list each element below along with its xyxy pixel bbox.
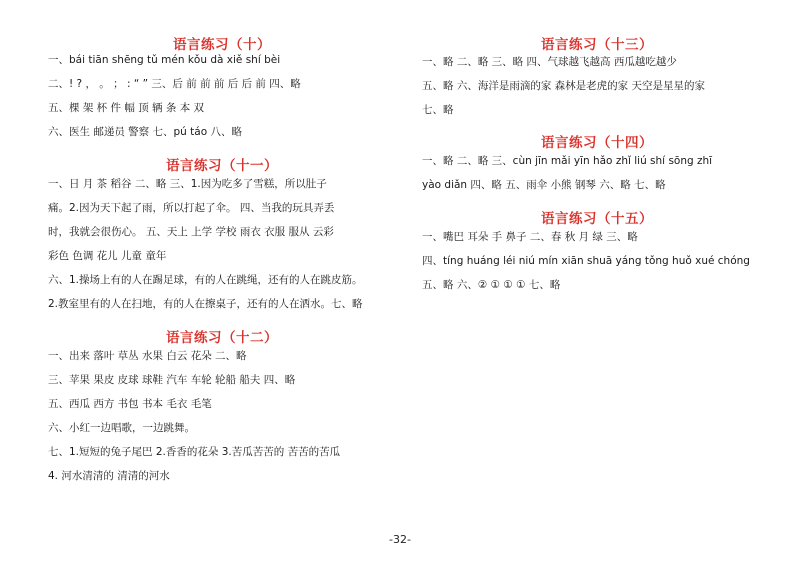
section-heading: 语言练习（十二） [166, 330, 278, 346]
answer-line: 彩色 色调 花儿 儿童 童年 [48, 250, 167, 262]
answer-line: 2.教室里有的人在扫地，有的人在擦桌子，还有的人在洒水。七、略 [48, 298, 363, 310]
answer-line: 一、略 二、略 三、cùn jīn mǎi yīn hǎo zhǐ liú shí sōng zhī [422, 155, 713, 167]
answer-line: 七、1.短短的兔子尾巴 2.香香的花朵 3.苦瓜苦苦的 苦苦的苦瓜 [48, 446, 341, 458]
answer-line: 一、略 二、略 三、略 四、气球越飞越高 西瓜越吃越少 [422, 56, 677, 68]
answer-line: 二、! ? ， 。 ； : “ ” 三、后 前 前 前 后 后 前 四、略 [48, 78, 301, 90]
section-heading: 语言练习（十五） [541, 211, 653, 227]
answer-line: 一、bái tiān shēng tǔ mén kǒu dà xiě shí bèi [48, 54, 281, 66]
answer-line: 时，我就会很伤心。 五、天上 上学 学校 雨衣 衣服 服从 云彩 [48, 226, 334, 238]
answer-line: 五、西瓜 西方 书包 书本 毛衣 毛笔 [48, 398, 212, 410]
answer-line: 四、tíng huáng léi niú mín xiān shuā yáng tǒng huǒ xué chóng [422, 255, 750, 267]
answer-line: 七、略 [422, 104, 454, 116]
section-heading: 语言练习（十四） [541, 135, 653, 151]
answer-line: 一、嘴巴 耳朵 手 鼻子 二、春 秋 月 绿 三、略 [422, 231, 638, 243]
section-heading: 语言练习（十一） [166, 158, 278, 174]
answer-line: 六、小红一边唱歌，一边跳舞。 [48, 422, 195, 434]
answer-line: 六、医生 邮递员 警察 七、pú táo 八、略 [48, 126, 242, 138]
answer-line: 五、略 六、海洋是雨滴的家 森林是老虎的家 天空是星星的家 [422, 80, 706, 92]
answer-line: 痛。2.因为天下起了雨，所以打起了伞。 四、当我的玩具弄丢 [48, 202, 335, 214]
answer-line: 五、略 六、② ① ① ① 七、略 [422, 279, 561, 291]
answer-line: 一、出来 落叶 草丛 水果 白云 花朵 二、略 [48, 350, 247, 362]
answer-line: 三、苹果 果皮 皮球 球鞋 汽车 车轮 轮船 船夫 四、略 [48, 374, 296, 386]
answer-line: yào diǎn 四、略 五、雨伞 小熊 钢琴 六、略 七、略 [422, 179, 666, 191]
section-heading: 语言练习（十） [173, 37, 271, 53]
answer-line: 六、1.操场上有的人在踢足球，有的人在跳绳，还有的人在跳皮筋。 [48, 274, 363, 286]
section-heading: 语言练习（十三） [541, 37, 653, 53]
answer-line: 五、棵 架 杯 件 幅 顶 辆 条 本 双 [48, 102, 205, 114]
answer-line: 一、日 月 茶 稻谷 二、略 三、1.因为吃多了雪糕，所以肚子 [48, 178, 327, 190]
page-number: -32- [389, 533, 411, 546]
answer-line: 4. 河水清清的 清清的河水 [48, 470, 170, 482]
